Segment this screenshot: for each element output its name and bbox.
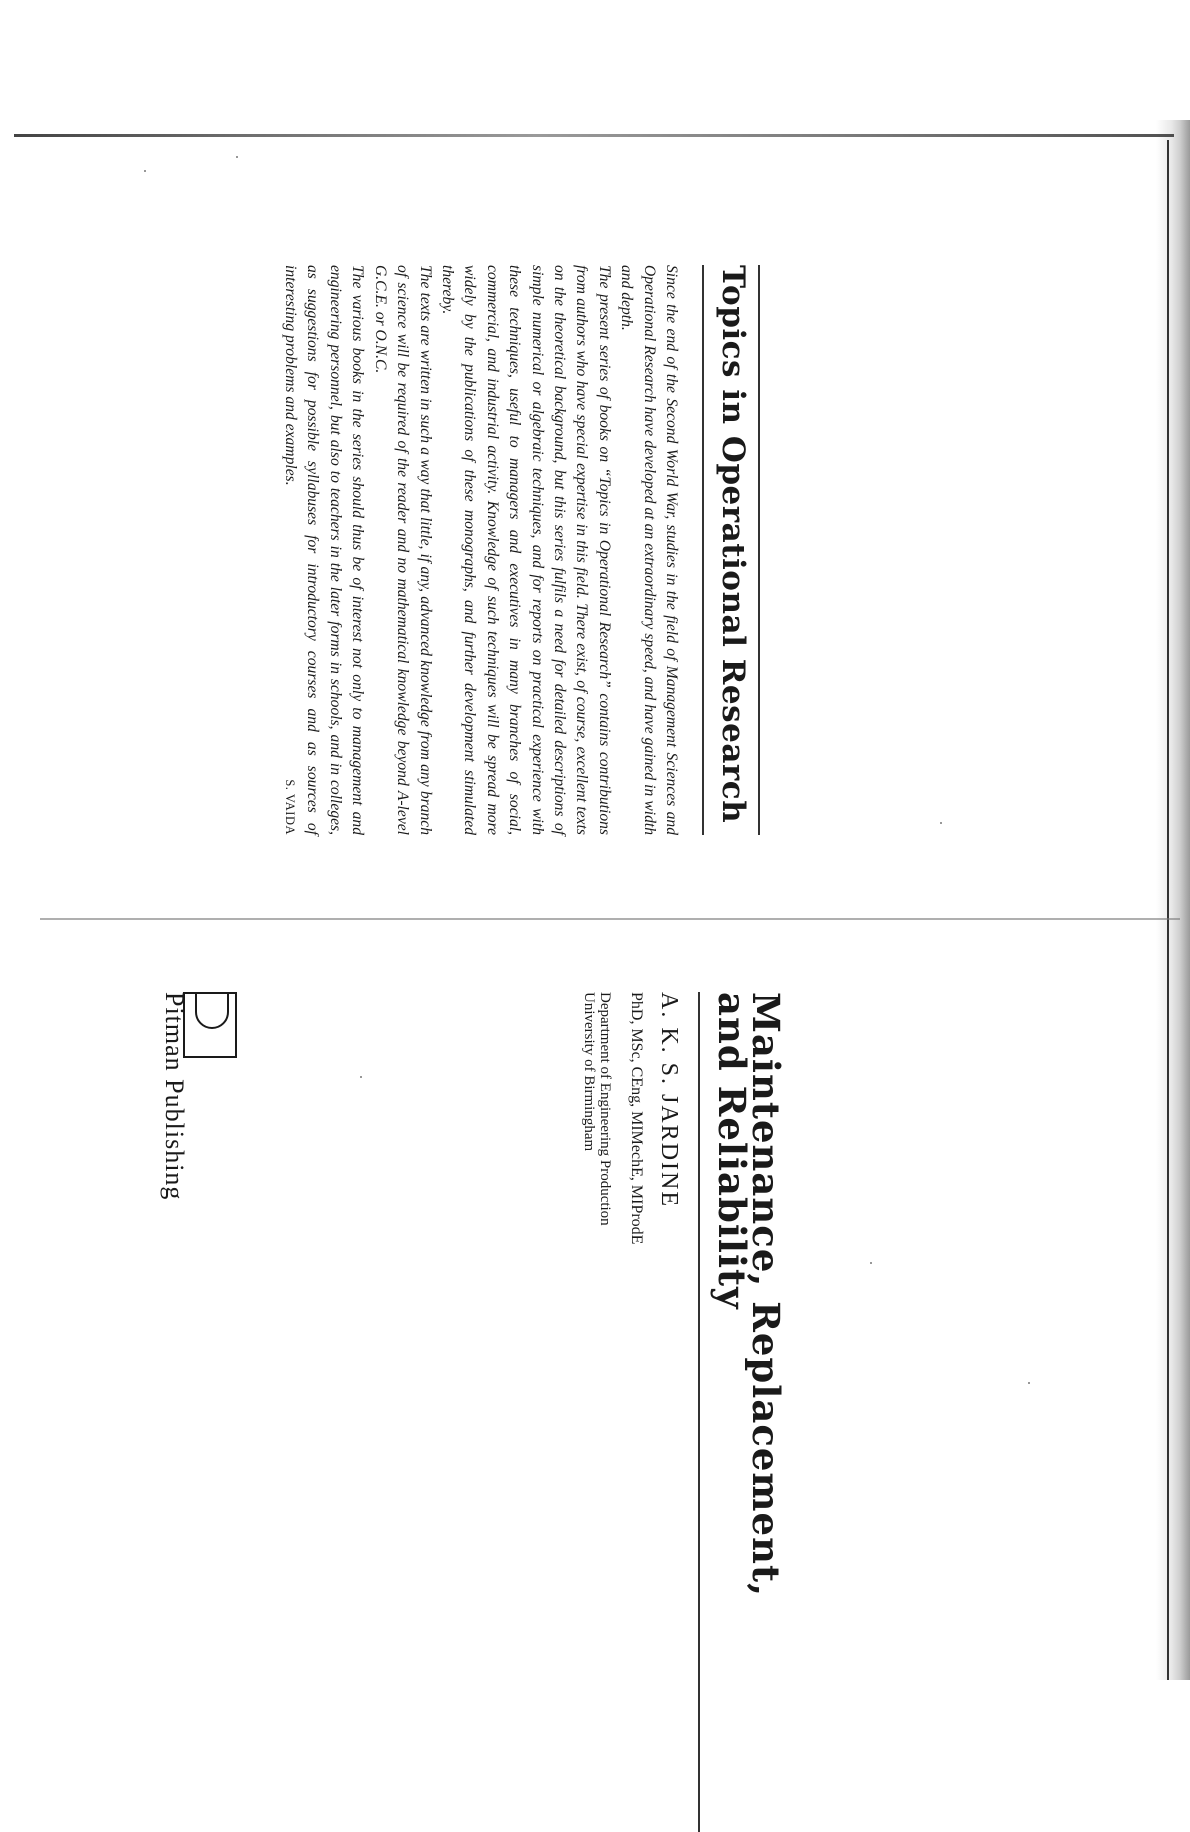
university: University of Birmingham	[581, 992, 597, 1152]
series-paragraph: The present series of books on “Topics in Operational Research” contains contributions from authors who have special expertise in this field. There exist, of course, excellent texts on the theoretical background, but this series fulfils a need for detailed descriptions of simple numerical or algebraic techniques, and for reports on practical experience with these techniques, useful to managers and executives in many branches of social, commercial, and industrial activity. Knowledge of such techniques will be spread more widely by the publications of these monographs, and further development stimulated thereby.	[438, 265, 613, 835]
author-degrees: PhD, MSc, CEng, MIMechE, MIProdE	[628, 992, 645, 1245]
page-fold-line	[40, 918, 1180, 920]
series-paragraph: The various books in the series should thus be of interest not only to management and engineering personnel, but also to teachers in the later forms in schools, and in colleges, as suggestions for possible syllabuses for introductory courses and as sources of interesting problems and examples.	[282, 265, 367, 835]
scan-speck	[1028, 1382, 1030, 1384]
series-editor-signature: S. VAIDA	[282, 779, 297, 835]
series-paragraph: The texts are written in such a way that little, if any, advanced knowledge from any branch of science will be required of the reader and no mathematical knowledge beyond A-level G.C.E. or O.N.C.	[371, 265, 434, 835]
series-title: Topics in Operational Research	[702, 265, 760, 835]
title-rule	[698, 992, 700, 1832]
scan-top-border	[14, 134, 1174, 137]
series-description	[278, 265, 682, 835]
author-affiliation	[581, 992, 613, 1832]
author-name: A. K. S. JARDINE	[656, 992, 682, 1209]
scan-speck	[144, 170, 146, 172]
book-title-line-1: Maintenance, Replacement,	[744, 992, 788, 1597]
scan-speck	[940, 822, 942, 824]
series-panel	[200, 265, 760, 835]
scan-speck	[236, 156, 238, 158]
department: Department of Engineering Production	[597, 992, 613, 1226]
publisher-logo-row	[183, 992, 237, 1058]
page-edge-line	[1167, 140, 1169, 1680]
book-title	[710, 992, 788, 1832]
book-title-line-2: and Reliability	[710, 992, 754, 1310]
page-edge-shadow	[1156, 120, 1190, 1680]
series-paragraph: Since the end of the Second World War, studies in the field of Management Sciences and Operational Research have developed at an extraordinary speed, and have gained in width and depth.	[618, 265, 680, 835]
scan-speck	[870, 1262, 872, 1264]
pitman-logo-icon	[183, 992, 237, 1058]
publisher-name: Pitman Publishing	[160, 992, 189, 1201]
title-page	[145, 992, 788, 1832]
